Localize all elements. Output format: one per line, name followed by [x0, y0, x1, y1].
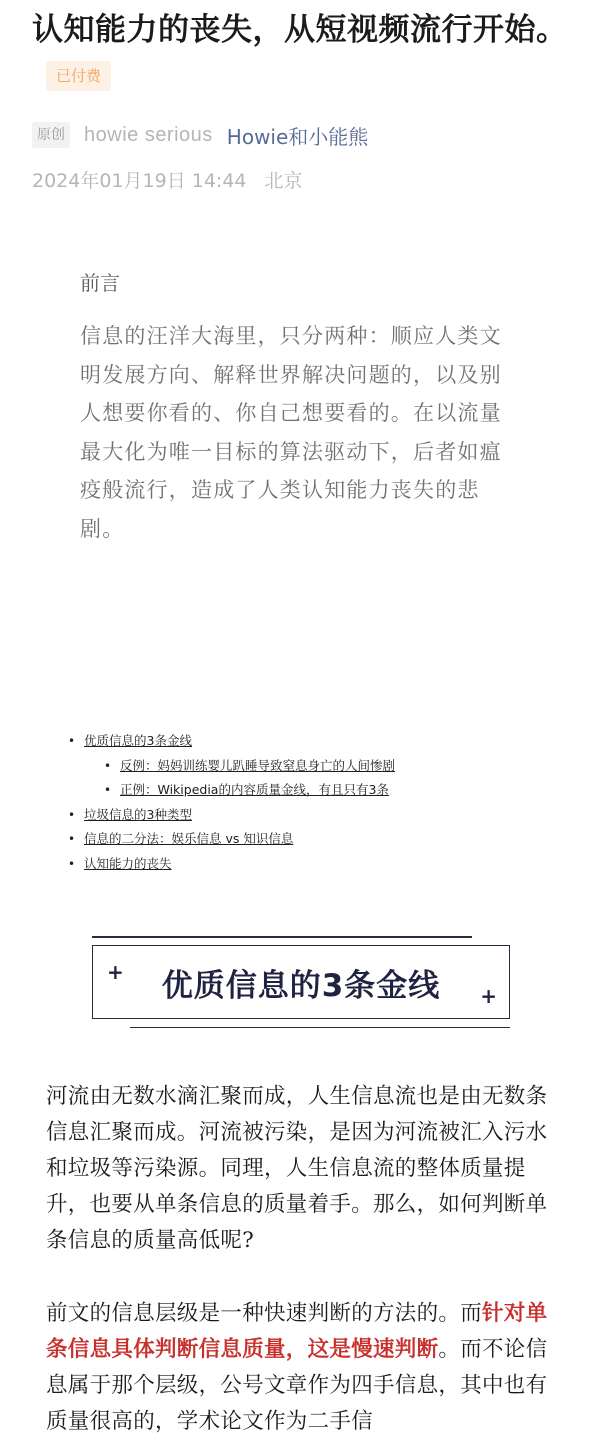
body-paragraph: 河流由无数水滴汇聚而成，人生信息流也是由无数条信息汇聚而成。河流被污染，是因为河流被汇入污水和垃圾等污染源。同理，人生信息流的整体质量提升，也要从单条信息的质量着手。那么，如何判断单条信息的质量高低呢? — [46, 1084, 548, 1253]
toc-link[interactable]: 信息的二分法：娱乐信息 vs 知识信息 — [84, 831, 294, 846]
paragraph-text: 前文的信息层级是一种快速判断的方法的。而 — [46, 1301, 483, 1326]
article-header — [32, 6, 572, 102]
toc-item — [66, 729, 526, 803]
toc-link[interactable]: 垃圾信息的3种类型 — [84, 806, 192, 822]
author-name: howie serious — [84, 123, 213, 146]
article-title: 认知能力的丧失，从短视频流行开始。已付费 — [32, 6, 572, 102]
paragraph-text: 。而不论信息属于那个层级，公号文章作为四手信息，其中也有质量很高的，学术论文作为二手信 — [46, 1337, 548, 1434]
preface-title: 前言 — [80, 271, 120, 295]
toc-subitem — [102, 754, 526, 779]
body-paragraph — [46, 1296, 556, 1440]
toc-subitem — [102, 778, 526, 803]
toc-link[interactable]: 反例：妈妈训练婴儿趴睡导致窒息身亡的人间惨剧 — [120, 757, 396, 773]
plus-icon: + — [480, 984, 497, 1008]
plus-icon: + — [107, 960, 124, 984]
toc-sublist — [102, 754, 526, 803]
toc-link[interactable]: 优质信息的3条金线 — [84, 733, 192, 748]
publish-location: 北京 — [264, 170, 303, 192]
divider — [92, 936, 472, 938]
toc-item — [66, 803, 526, 828]
publish-date: 2024年01月19日 14:44 — [32, 170, 247, 192]
highlighted-text: 针对单条信息具体判断信息质量，这是慢速判断 — [46, 1301, 548, 1362]
section-heading-box — [92, 945, 510, 1019]
toc-item — [66, 827, 526, 852]
preface-body: 信息的汪洋大海里，只分两种：顺应人类文明发展方向、解释世界解决问题的，以及别人想要你看的、你自己想要看的。在以流量最大化为唯一目标的算法驱动下，后者如瘟疫般流行，造成了人类认知能力丧失的悲剧。 — [80, 324, 502, 541]
publish-info — [32, 166, 303, 193]
toc-item — [66, 852, 526, 877]
preface — [80, 265, 520, 548]
table-of-contents — [66, 729, 526, 876]
section-heading-frame — [92, 936, 510, 1028]
toc-link[interactable]: 认知能力的丧失 — [84, 855, 172, 871]
paid-badge: 已付费 — [46, 61, 111, 91]
toc-link[interactable]: 正例：Wikipedia的内容质量金线，有且只有3条 — [120, 782, 389, 797]
original-tag: 原创 — [32, 122, 70, 148]
account-link[interactable]: Howie和小能熊 — [226, 124, 369, 149]
article-meta — [32, 120, 368, 150]
divider — [130, 1027, 510, 1029]
section-heading: 优质信息的3条金线 — [161, 967, 441, 1004]
